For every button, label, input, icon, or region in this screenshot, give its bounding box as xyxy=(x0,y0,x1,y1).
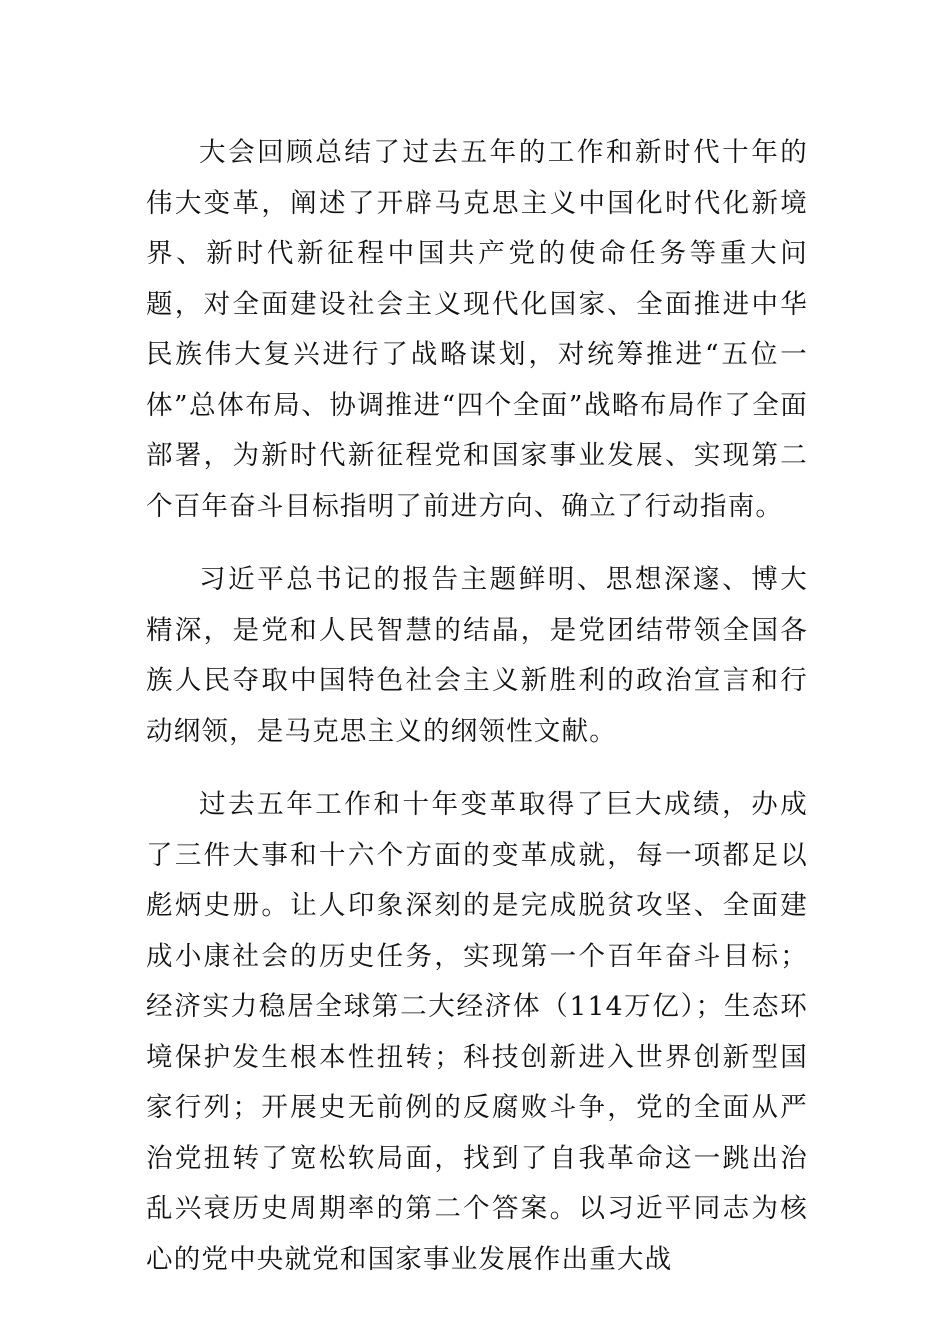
document-body xyxy=(146,128,808,1308)
paragraph-review: 大会回顾总结了过去五年的工作和新时代十年的伟大变革，阐述了开辟马克思主义中国化时代化新境界、新时代新征程中国共产党的使命任务等重大问题，对全面建设社会主义现代化国家、全面推进中华民族伟大复兴进行了战略谋划，对统筹推进“五位一体”总体布局、协调推进“四个全面”战略布局作了全面部署，为新时代新征程党和国家事业发展、实现第二个百年奋斗目标指明了前进方向、确立了行动指南。 xyxy=(146,137,808,522)
paragraph-achievements: 过去五年工作和十年变革取得了巨大成绩，办成了三件大事和十六个方面的变革成就，每一项都足以彪炳史册。让人印象深刻的是完成脱贫攻坚、全面建成小康社会的历史任务，实现第一个百年奋斗目标；经济实力稳居全球第二大经济体（114万亿）；生态环境保护发生根本性扭转；科技创新进入世界创新型国家行列；开展史无前例的反腐败斗争，党的全面从严治党扭转了宽松软局面，找到了自我革命这一跳出治乱兴衰历史周期率的第二个答案。以习近平同志为核心的党中央就党和国家事业发展作出重大战 xyxy=(146,789,808,1275)
paragraph-report: 习近平总书记的报告主题鲜明、思想深邃、博大精深，是党和人民智慧的结晶，是党团结带领全国各族人民夺取中国特色社会主义新胜利的政治宣言和行动纲领，是马克思主义的纲领性文献。 xyxy=(146,564,808,747)
